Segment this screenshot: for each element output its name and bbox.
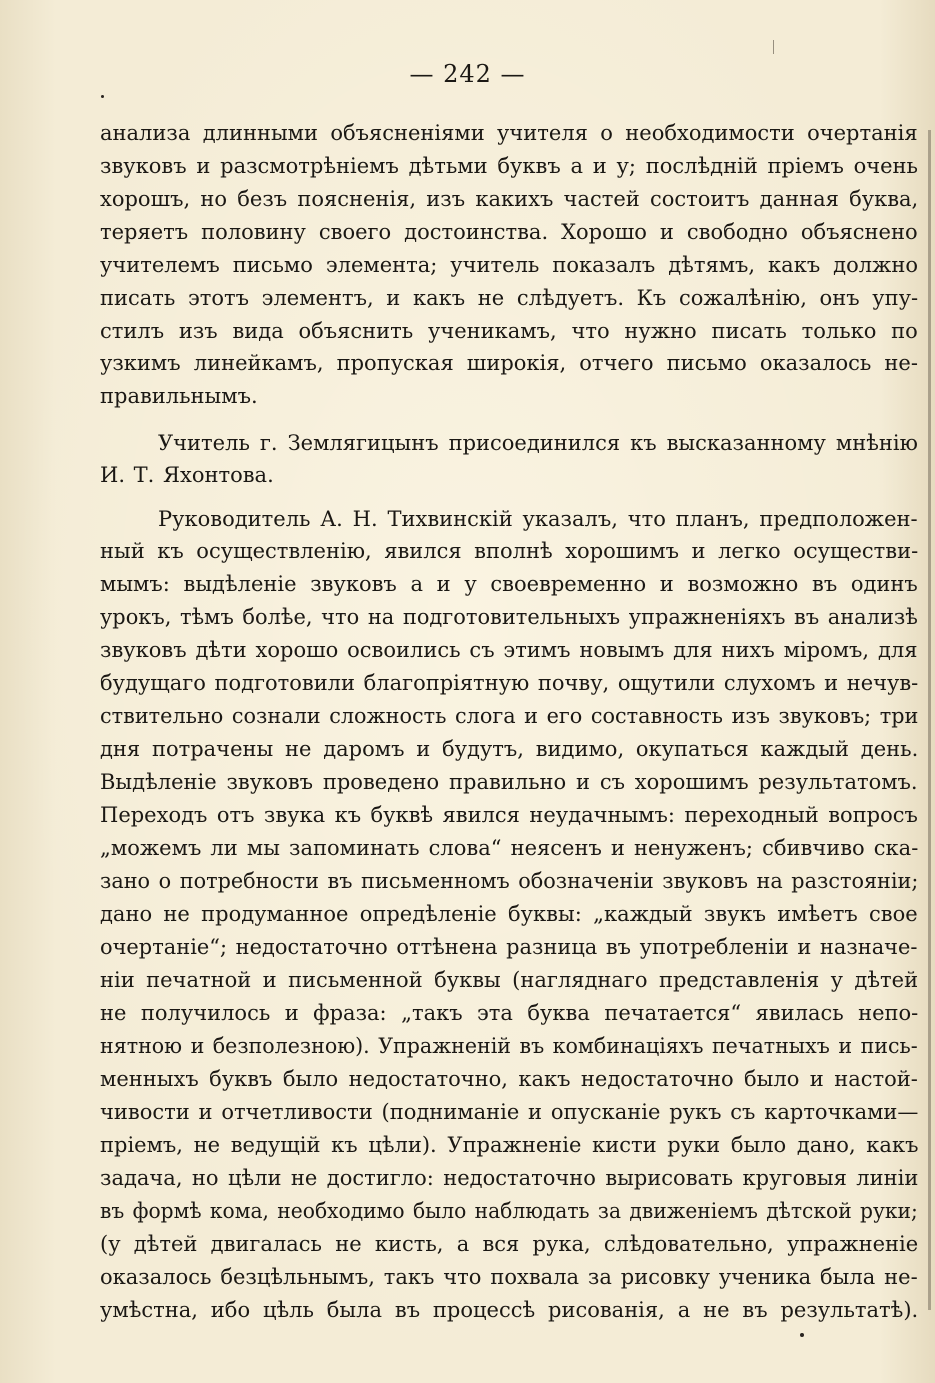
text-line: учителемъ письмо элемента; учитель показалъ дѣтямъ, какъ должно [100,253,919,277]
text-line: очертаніе“; недостаточно оттѣнена разница въ употребленіи и назначе- [100,935,918,959]
text-line: ный къ осуществленію, явился вполнѣ хорошимъ и легко осуществи- [100,539,919,563]
text-line: менныхъ буквъ было недостаточно, какъ недостаточно было и настой- [100,1067,918,1091]
text-line: стилъ изъ вида объяснить ученикамъ, что нужно писать только по [100,319,918,343]
text-line: Учитель г. Землягицынъ присоединился къ высказанному мнѣнію [158,431,918,455]
text-line: анализа длинными объясненіями учителя о необходимости очертанія [100,121,918,145]
text-line: будущаго подготовили благопріятную почву, ощутили слухомъ и нечув- [100,671,919,695]
text-line: теряетъ половину своего достоинства. Хорошо и свободно объяснено [100,220,918,244]
page-edge-shadow [928,130,931,1310]
text-line: не получилось и фраза: „такъ эта буква печатается“ явилась непо- [100,1001,919,1025]
text-line: задача, но цѣли не достигло: недостаточно вырисовать круговыя линіи [100,1166,919,1190]
text-line: оказалось безцѣльнымъ, такъ что похвала за рисовку ученика была не- [100,1265,918,1289]
text-line: дня потрачены не даромъ и будутъ, видимо, окупаться каждый день. [100,737,919,761]
text-line: нятною и безполезною). Упражненій въ комбинаціяхъ печатныхъ и пись- [100,1034,918,1058]
text-line: дано не продуманное опредѣленіе буквы: „каждый звукъ имѣетъ свое [100,902,918,926]
text-line: (у дѣтей двигалась не кисть, а вся рука, слѣдовательно, упражненіе [100,1232,919,1256]
text-line: мымъ: выдѣленіе звуковъ а и у своевременно и возможно въ одинъ [100,572,918,596]
text-line: „можемъ ли мы запоминать слова“ неясенъ и ненуженъ; сбивчиво ска- [100,836,919,860]
text-line: въ формѣ кома, необходимо было наблюдать за движеніемъ дѣтской руки; [100,1199,918,1223]
text-line: хорошъ, но безъ поясненія, изъ какихъ частей состоитъ данная буква, [100,187,919,211]
text-line: чивости и отчетливости (подниманіе и опусканіе рукъ съ карточками— [100,1100,919,1124]
text-line: умѣстна, ибо цѣль была въ процессѣ рисованія, а не въ результатѣ). [100,1298,919,1322]
text-line: Выдѣленіе звуковъ проведено правильно и съ хорошимъ результатомъ. [100,770,918,794]
text-line: писать этотъ элементъ, и какъ не слѣдуетъ. Къ сожалѣнію, онъ упу- [100,286,919,310]
text-line: И. Т. Яхонтова. [100,463,274,487]
scan-scratch [773,40,774,54]
text-line: звуковъ дѣти хорошо освоились съ этимъ новымъ для нихъ міромъ, для [100,638,918,662]
text-line: Переходъ отъ звука къ буквѣ явился неудачнымъ: переходный вопросъ [100,803,918,827]
text-line: зано о потребности въ письменномъ обозначеніи звуковъ на разстояніи; [100,869,919,893]
text-line: Руководитель А. Н. Тихвинскій указалъ, что планъ, предположен- [158,507,918,531]
text-line: правильнымъ. [100,384,258,408]
text-line: звуковъ и разсмотрѣніемъ дѣтьми буквъ а и у; послѣдній пріемъ очень [100,154,918,178]
ink-spot [101,95,104,98]
text-line: ніи печатной и письменной буквы (нагляднаго представленія у дѣтей [100,968,919,992]
text-line: узкимъ линейкамъ, пропуская широкія, отчего письмо оказалось не- [100,351,918,375]
text-line: урокъ, тѣмъ болѣе, что на подготовительныхъ упражненіяхъ въ анализѣ [100,605,918,629]
text-line: ствительно сознали сложность слога и его составность изъ звуковъ; три [100,704,919,728]
text-line: пріемъ, не ведущій къ цѣли). Упражненіе кисти руки было дано, какъ [100,1133,919,1157]
ink-spot [800,1333,804,1337]
page-number: — 242 — [409,60,526,88]
